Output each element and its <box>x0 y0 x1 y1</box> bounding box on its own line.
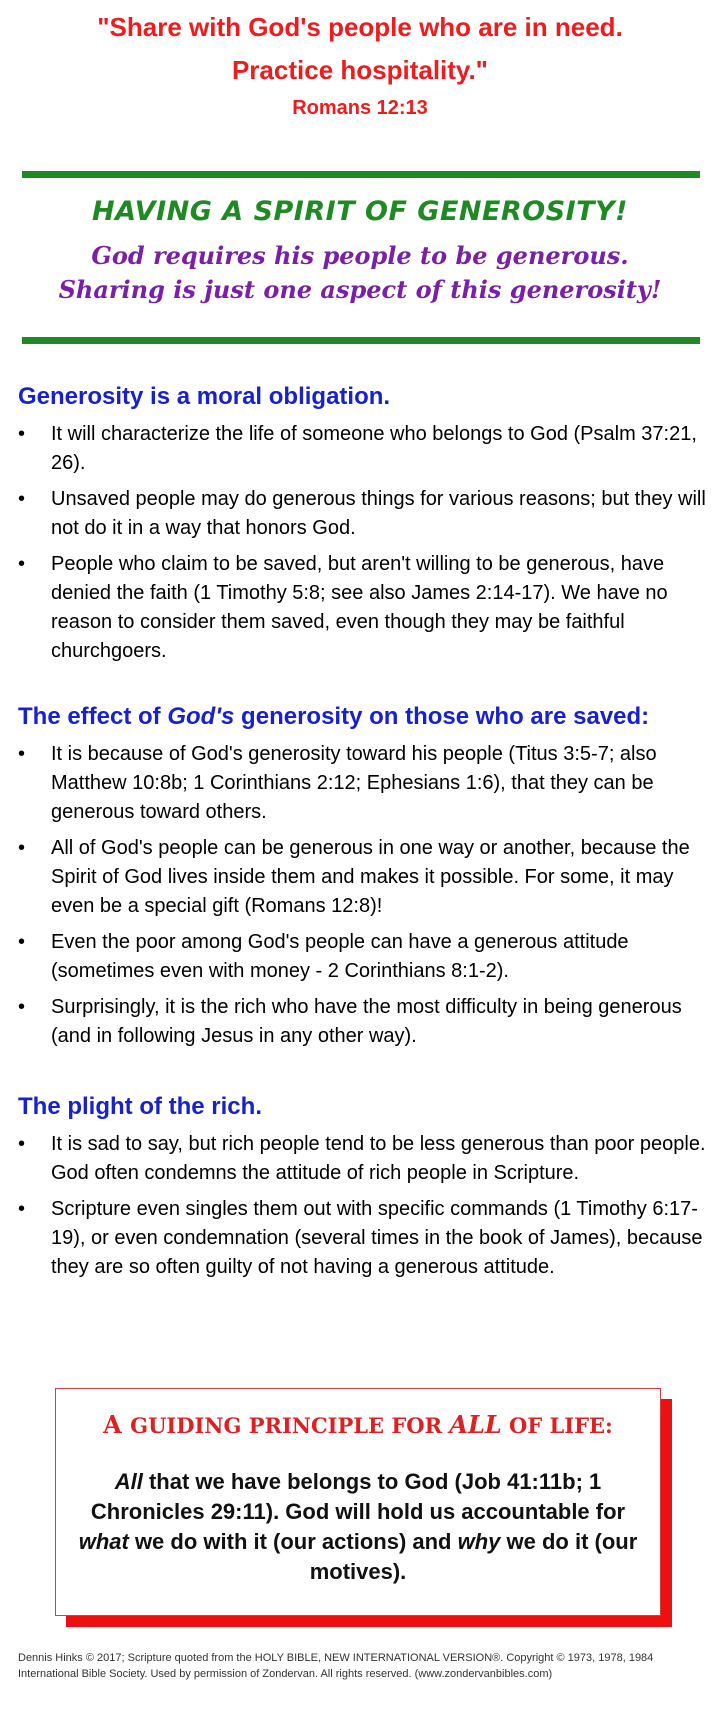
title-part: GUIDING PRINCIPLE FOR <box>130 1413 450 1438</box>
title-emphasis: ALL <box>449 1410 502 1439</box>
body-part: we do with it (our actions) and <box>128 1529 458 1554</box>
green-divider-top <box>22 171 700 178</box>
list-item: • It is because of God's generosity toward his people (Titus 3:5-7; also Matthew 10:8b; 1 Corinthians 2:12; Ephesians 1:6), that they can be generous toward others. <box>18 740 708 827</box>
list-item: • It will characterize the life of someone who belongs to God (Psalm 37:21, 26). <box>18 420 708 478</box>
footer-line-1: Dennis Hinks © 2017; Scripture quoted from the HOLY BIBLE, NEW INTERNATIONAL VERSION®. Copyright © 1973, 1978, 1984 <box>18 1652 654 1664</box>
list-item: • Unsaved people may do generous things for various reasons; but they will not do it in a way that honors God. <box>18 485 708 543</box>
section-plight-of-rich <box>18 1093 708 1289</box>
banner-subtitle-1: God requires his people to be generous. <box>91 241 629 270</box>
title-part: OF LIFE: <box>501 1413 613 1438</box>
list-item: • It is sad to say, but rich people tend to be less generous than poor people. God often condemns the attitude of rich people in Scripture. <box>18 1130 708 1188</box>
principle-body <box>76 1467 640 1587</box>
section-heading: Generosity is a moral obligation. <box>18 383 391 410</box>
principle-title <box>56 1410 660 1439</box>
bullet-list <box>18 740 708 1051</box>
section-heading <box>18 703 708 731</box>
title-part: A <box>103 1410 131 1439</box>
quote-line-1: "Share with God's people who are in need. <box>97 12 623 42</box>
body-emphasis: why <box>457 1529 501 1554</box>
bullet-list <box>18 1130 708 1282</box>
list-item: • All of God's people can be generous in one way or another, because the Spirit of God lives inside them and makes it possible. For some, it may even be a special gift (Romans 12:8)! <box>18 834 708 921</box>
heading-part: The effect of <box>18 703 168 730</box>
footer-line-2: International Bible Society. Used by permission of Zondervan. All rights reserved. (www.zondervanbibles.com) <box>18 1668 553 1680</box>
body-emphasis: All <box>114 1469 143 1494</box>
bullet-list <box>18 420 708 666</box>
banner-subtitle-2: Sharing is just one aspect of this generosity! <box>58 275 662 304</box>
section-heading: The plight of the rich. <box>18 1093 262 1120</box>
principle-box <box>55 1388 661 1616</box>
list-item: • People who claim to be saved, but aren't willing to be generous, have denied the faith (1 Timothy 5:8; see also James 2:14-17). We have no reason to consider them saved, even though they may be faithful churchgoers. <box>18 550 708 666</box>
quote-reference: Romans 12:13 <box>292 97 428 119</box>
heading-emphasis: God's <box>167 703 235 730</box>
list-item: • Even the poor among God's people can have a generous attitude (sometimes even with money - 2 Corinthians 8:1-2). <box>18 928 708 986</box>
copyright-footer <box>18 1650 708 1682</box>
section-effect-of-generosity <box>18 703 708 1058</box>
list-item: • Scripture even singles them out with specific commands (1 Timothy 6:17-19), or even condemnation (several times in the book of James), because they are so often guilty of not having a generous attitude. <box>18 1195 708 1282</box>
heading-part: generosity on those who are saved: <box>234 703 650 730</box>
body-part: we do it (our motives). <box>309 1529 638 1584</box>
list-item: • Surprisingly, it is the rich who have the most difficulty in being generous (and in following Jesus in any other way). <box>18 993 708 1051</box>
body-emphasis: what <box>78 1529 129 1554</box>
body-part: that we have belongs to God (Job 41:11b; 1 Chronicles 29:11). God will hold us accountable for <box>90 1469 626 1524</box>
section-moral-obligation <box>18 383 708 673</box>
quote-line-2: Practice hospitality." <box>231 55 489 85</box>
banner-title: HAVING A SPIRIT OF GENEROSITY! <box>92 196 628 227</box>
green-divider-bottom <box>22 337 700 344</box>
